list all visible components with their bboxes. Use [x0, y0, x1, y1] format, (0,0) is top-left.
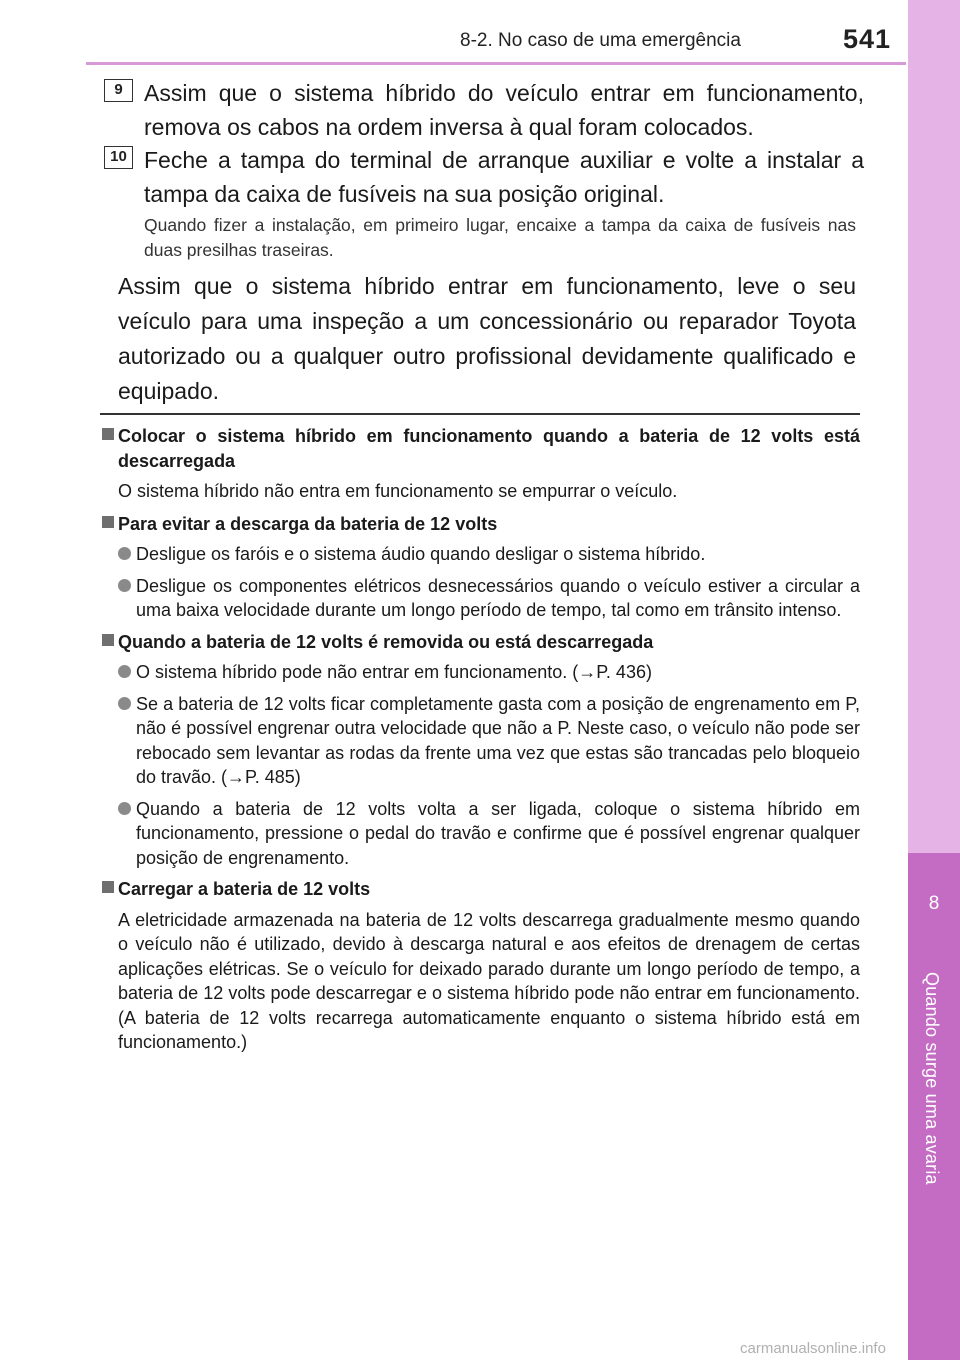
section-title: 8-2. No caso de uma emergência: [460, 30, 741, 51]
circle-bullet-icon: [118, 665, 131, 678]
notes-section: [100, 424, 860, 1063]
square-bullet-icon: [102, 634, 114, 646]
list-item: Desligue os componentes elétricos desnecessários quando o veículo estiver a circular a uma baixa velocidade durante um longo período de tempo, tal como em trânsito intenso.: [100, 574, 860, 623]
note-heading: Carregar a bateria de 12 volts: [100, 877, 860, 902]
main-paragraph: Assim que o sistema híbrido entrar em funcionamento, leve o seu veículo para uma inspeção a um concessionário ou reparador Toyota autorizado ou a qualquer outro profissional devidamente qualificado e equipado.: [118, 273, 856, 404]
square-bullet-icon: [102, 516, 114, 528]
chapter-title: Quando surge uma avaria: [922, 972, 942, 1185]
circle-bullet-icon: [118, 802, 131, 815]
note-heading: Para evitar a descarga da bateria de 12 volts: [100, 512, 860, 537]
header-rule: [86, 62, 906, 65]
section-divider: [100, 413, 860, 415]
step-number-box: 10: [104, 146, 133, 169]
step-9: [104, 76, 864, 144]
step-note: Quando fizer a instalação, em primeiro lugar, encaixe a tampa da caixa de fusíveis nas duas presilhas traseiras.: [144, 215, 856, 260]
circle-bullet-icon: [118, 697, 131, 710]
step-number-box: 9: [104, 79, 133, 102]
list-item: Quando a bateria de 12 volts volta a ser ligada, coloque o sistema híbrido em funcionamento, pressione o pedal do travão e confirme que é possível engrenar qualquer posição de engrenamento.: [100, 797, 860, 871]
note-body: O sistema híbrido não entra em funcionamento se empurrar o veículo.: [118, 481, 678, 501]
list-item: Se a bateria de 12 volts ficar completamente gasta com a posição de engrenamento em P, não é possível engrenar outra velocidade que não a P. Neste caso, o veículo não pode ser rebocado sem levantar as rodas da frente uma vez que estas são trancadas pelo bloqueio do travão. (→P. 485): [100, 692, 860, 790]
watermark: carmanualsonline.info: [740, 1340, 886, 1357]
note-heading: Quando a bateria de 12 volts é removida ou está descarregada: [100, 630, 860, 655]
note-heading: Colocar o sistema híbrido em funcionamento quando a bateria de 12 volts está descarregada: [100, 424, 860, 473]
circle-bullet-icon: [118, 547, 131, 560]
page-header: [0, 0, 906, 64]
step-10: [104, 143, 864, 211]
step-text: Feche a tampa do terminal de arranque auxiliar e volte a instalar a tampa da caixa de fusíveis na sua posição original.: [144, 147, 864, 207]
square-bullet-icon: [102, 881, 114, 893]
list-item: O sistema híbrido pode não entrar em funcionamento. (→P. 436): [100, 660, 860, 685]
square-bullet-icon: [102, 428, 114, 440]
step-text: Assim que o sistema híbrido do veículo entrar em funcionamento, remova os cabos na ordem inversa à qual foram colocados.: [144, 80, 864, 140]
circle-bullet-icon: [118, 579, 131, 592]
page-number: 541: [843, 24, 892, 54]
list-item: Desligue os faróis e o sistema áudio quando desligar o sistema híbrido.: [100, 542, 860, 567]
chapter-number: 8: [928, 893, 940, 914]
note-body: A eletricidade armazenada na bateria de 12 volts descarrega gradualmente mesmo quando o veículo não é utilizado, devido à descarga natural e aos efeitos de drenagem de certas aplicações elétricas. Se o veículo for deixado parado durante um longo período de tempo, a bateria de 12 volts pode descarregar e o sistema híbrido pode não entrar em funcionamento. (A bateria de 12 volts recarrega automaticamente enquanto o sistema híbrido está em funcionamento.): [118, 909, 860, 1052]
